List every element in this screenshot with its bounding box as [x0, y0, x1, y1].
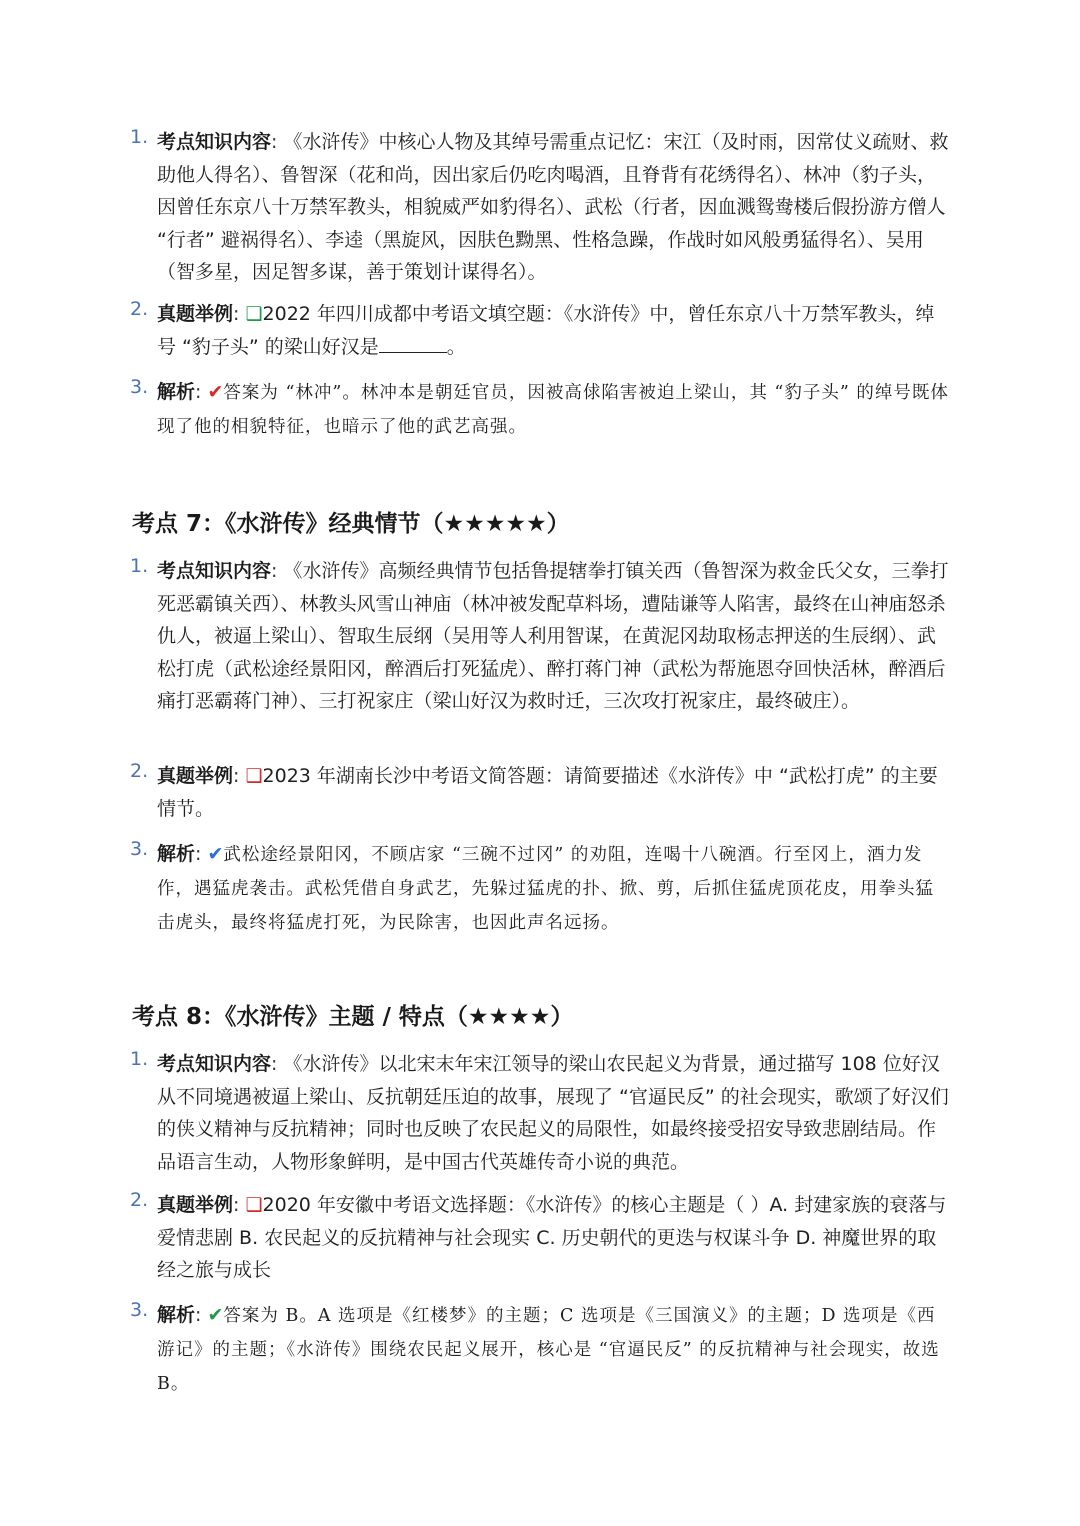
list-number: 2. — [130, 760, 149, 782]
label-colon: : — [271, 131, 278, 153]
item-body — [157, 1048, 949, 1178]
item-text: 《水浒传》中核心人物及其绰号需重点记忆：宋江（及时雨，因常仗义疏财、救助他人得名）、鲁智深（花和尚，因出家后仍吃肉喝酒，且脊背有花绣得名）、林冲（豹子头，因曾任东京八十万禁军教头，相貌威严如豹得名）、武松（行者，因血溅鸳鸯楼后假扮游方僧人 “行者” 避祸得名）、李逵（黑旋风，因肤色黝黑、性格急躁，作战时如风般勇猛得名）、吴用（智多星，因足智多谋，善于策划计谋得名）。 — [157, 131, 949, 283]
item-body — [157, 1299, 949, 1401]
item-label: 解析 — [157, 381, 196, 403]
checkbox-icon: ❑ — [245, 1194, 263, 1216]
item-body — [157, 376, 949, 444]
checkmark-icon: ✔ — [207, 381, 224, 403]
label-colon: : — [233, 303, 240, 325]
list-number: 1. — [130, 1048, 149, 1070]
item-body — [157, 1189, 949, 1287]
item-label: 解析 — [157, 1304, 196, 1326]
fill-in-blank — [379, 334, 447, 353]
item-text: 2020 年安徽中考语文选择题：《水浒传》的核心主题是（ ）A. 封建家族的衰落与爱情悲剧 B. 农民起义的反抗精神与社会现实 C. 历史朝代的更迭与权谋斗争 D. 神魔世界的取经之旅与成长 — [157, 1194, 947, 1281]
item-label: 考点知识内容 — [157, 1053, 272, 1075]
item-text: 2022 年四川成都中考语文填空题：《水浒传》中，曾任东京八十万禁军教头，绰号 “豹子头” 的梁山好汉是 — [157, 303, 935, 358]
list-number: 3. — [130, 1299, 149, 1321]
item-label: 考点知识内容 — [157, 131, 272, 153]
label-colon: : — [195, 1304, 202, 1326]
checkmark-icon: ✔ — [207, 1304, 224, 1326]
item-text: 答案为 B。A 选项是《红楼梦》的主题；C 选项是《三国演义》的主题；D 选项是《西游记》的主题；《水浒传》围绕农民起义展开，核心是 “官逼民反” 的反抗精神与社会现实，故选 B。 — [157, 1306, 940, 1394]
item-body — [157, 126, 949, 289]
section-heading: 考点 8：《水浒传》主题 / 特点（★★★★） — [132, 1004, 574, 1030]
list-number: 3. — [130, 376, 149, 398]
item-text: 《水浒传》以北宋末年宋江领导的梁山农民起义为背景，通过描写 108 位好汉从不同境遇被逼上梁山、反抗朝廷压迫的故事，展现了 “官逼民反” 的社会现实，歌颂了好汉们的侠义精神与反抗精神；同时也反映了农民起义的局限性，如最终接受招安导致悲剧结局。作品语言生动，人物形象鲜明，是中国古代英雄传奇小说的典范。 — [157, 1053, 949, 1173]
list-number: 2. — [130, 1189, 149, 1211]
list-number: 1. — [130, 555, 149, 577]
label-colon: : — [233, 765, 240, 787]
label-colon: : — [233, 1194, 240, 1216]
section-heading: 考点 7：《水浒传》经典情节（★★★★★） — [132, 511, 570, 537]
item-body — [157, 760, 949, 825]
label-colon: : — [195, 843, 202, 865]
item-text: 2023 年湖南长沙中考语文简答题：请简要描述《水浒传》中 “武松打虎” 的主要情节。 — [157, 765, 938, 820]
checkmark-icon: ✔ — [207, 843, 224, 865]
item-label: 真题举例 — [157, 303, 234, 325]
item-body — [157, 298, 949, 363]
item-text-tail: 。 — [446, 335, 466, 358]
list-number: 2. — [130, 298, 149, 320]
checkbox-icon: ❑ — [245, 765, 263, 787]
item-label: 真题举例 — [157, 765, 234, 787]
item-text: 答案为 “林冲”。林冲本是朝廷官员，因被高俅陷害被迫上梁山，其 “豹子头” 的绰号既体现了他的相貌特征，也暗示了他的武艺高强。 — [157, 383, 949, 437]
label-colon: : — [195, 381, 202, 403]
item-text: 《水浒传》高频经典情节包括鲁提辖拳打镇关西（鲁智深为救金氏父女，三拳打死恶霸镇关西）、林教头风雪山神庙（林冲被发配草料场，遭陆谦等人陷害，最终在山神庙怒杀仇人，被逼上梁山）、智取生辰纲（吴用等人利用智谋，在黄泥冈劫取杨志押送的生辰纲）、武松打虎（武松途经景阳冈，醉酒后打死猛虎）、醉打蒋门神（武松为帮施恩夺回快活林，醉酒后痛打恶霸蒋门神）、三打祝家庄（梁山好汉为救时迁，三次攻打祝家庄，最终破庄）。 — [157, 560, 949, 712]
item-label: 考点知识内容 — [157, 560, 272, 582]
list-number: 1. — [130, 126, 149, 148]
checkbox-icon: ❑ — [245, 303, 263, 325]
item-label: 解析 — [157, 843, 196, 865]
label-colon: : — [271, 1053, 278, 1075]
list-number: 3. — [130, 838, 149, 860]
item-body — [157, 838, 949, 940]
item-text: 武松途经景阳冈，不顾店家 “三碗不过冈” 的劝阻，连喝十八碗酒。行至冈上，酒力发作，遇猛虎袭击。武松凭借自身武艺，先躲过猛虎的扑、掀、剪，后抓住猛虎顶花皮，用拳头猛击虎头，最终将猛虎打死，为民除害，也因此声名远扬。 — [157, 845, 934, 933]
item-body — [157, 555, 949, 718]
item-label: 真题举例 — [157, 1194, 234, 1216]
label-colon: : — [271, 560, 278, 582]
